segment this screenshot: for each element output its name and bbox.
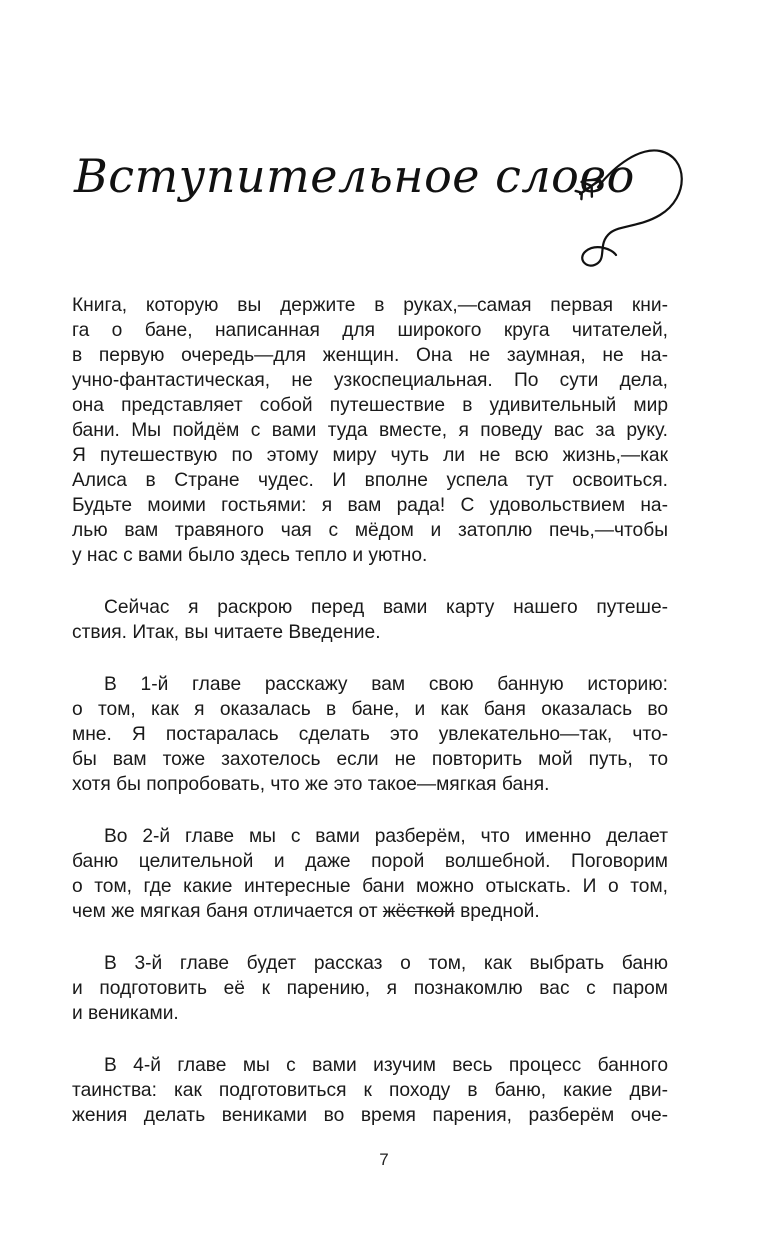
text-line: Я путешествую по этому миру чуть ли не всю жизнь,—как bbox=[72, 445, 668, 466]
page-number: 7 bbox=[379, 1150, 389, 1169]
text-line: и подготовить её к парению, я познакомлю вас с паром bbox=[72, 978, 668, 999]
body-text bbox=[72, 293, 668, 1155]
chapter-heading bbox=[70, 135, 710, 285]
paragraph bbox=[72, 595, 668, 645]
paragraph bbox=[72, 672, 668, 797]
text-fragment: чем же мягкая баня отличается от bbox=[72, 901, 383, 922]
text-line: и вениками. bbox=[72, 1003, 179, 1024]
text-line: в первую очередь—для женщин. Она не заумная, не на- bbox=[72, 345, 668, 366]
chapter-title: Вступительное слово bbox=[74, 149, 635, 203]
text-line: жения делать вениками во время парения, разберём оче- bbox=[72, 1105, 668, 1126]
text-line: В 1-й главе расскажу вам свою банную историю: bbox=[104, 674, 668, 695]
text-line: хотя бы попробовать, что же это такое—мягкая баня. bbox=[72, 774, 550, 795]
paragraph bbox=[72, 824, 668, 924]
text-line: га о бане, написанная для широкого круга читателей, bbox=[72, 320, 668, 341]
text-line: лью вам травяного чая с мёдом и затоплю печь,—чтобы bbox=[72, 520, 668, 541]
text-line: В 3-й главе будет рассказ о том, как выбрать баню bbox=[104, 953, 668, 974]
text-fragment: вредной. bbox=[454, 901, 540, 922]
text-line: Будьте моими гостьями: я вам рада! С удовольствием на- bbox=[72, 495, 668, 516]
text-line: Сейчас я раскрою перед вами карту нашего путеше- bbox=[104, 597, 668, 618]
text-line: бы вам тоже захотелось если не повторить мой путь, то bbox=[72, 749, 668, 770]
text-line: баню целительной и даже порой волшебной. Поговорим bbox=[72, 851, 668, 872]
struck-word: жёсткой bbox=[382, 901, 455, 922]
text-line: у нас с вами было здесь тепло и уютно. bbox=[72, 545, 428, 566]
text-line: ствия. Итак, вы читаете Введение. bbox=[72, 622, 381, 643]
paragraph bbox=[72, 293, 668, 568]
text-line: о том, как я оказалась в бане, и как баня оказалась во bbox=[72, 699, 668, 720]
text-line: таинства: как подготовиться к походу в баню, какие дви- bbox=[72, 1080, 668, 1101]
text-line: Книга, которую вы держите в руках,—самая первая кни- bbox=[72, 295, 668, 316]
text-line: Алиса в Стране чудес. И вполне успела тут освоиться. bbox=[72, 470, 668, 491]
text-line: бани. Мы пойдём с вами туда вместе, я поведу вас за руку. bbox=[72, 420, 668, 441]
paragraph bbox=[72, 1053, 668, 1128]
text-line: В 4-й главе мы с вами изучим весь процесс банного bbox=[104, 1055, 668, 1076]
paragraph bbox=[72, 951, 668, 1026]
text-line: учно-фантастическая, не узкоспециальная. По сути дела, bbox=[72, 370, 668, 391]
text-line: она представляет собой путешествие в удивительный мир bbox=[72, 395, 668, 416]
airplane-swirl-icon bbox=[520, 135, 690, 285]
text-line: о том, где какие интересные бани можно отыскать. И о том, bbox=[72, 876, 668, 897]
text-line bbox=[72, 899, 668, 924]
text-line: мне. Я постаралась сделать это увлекательно—так, что- bbox=[72, 724, 668, 745]
text-line: Во 2-й главе мы с вами разберём, что именно делает bbox=[104, 826, 668, 847]
